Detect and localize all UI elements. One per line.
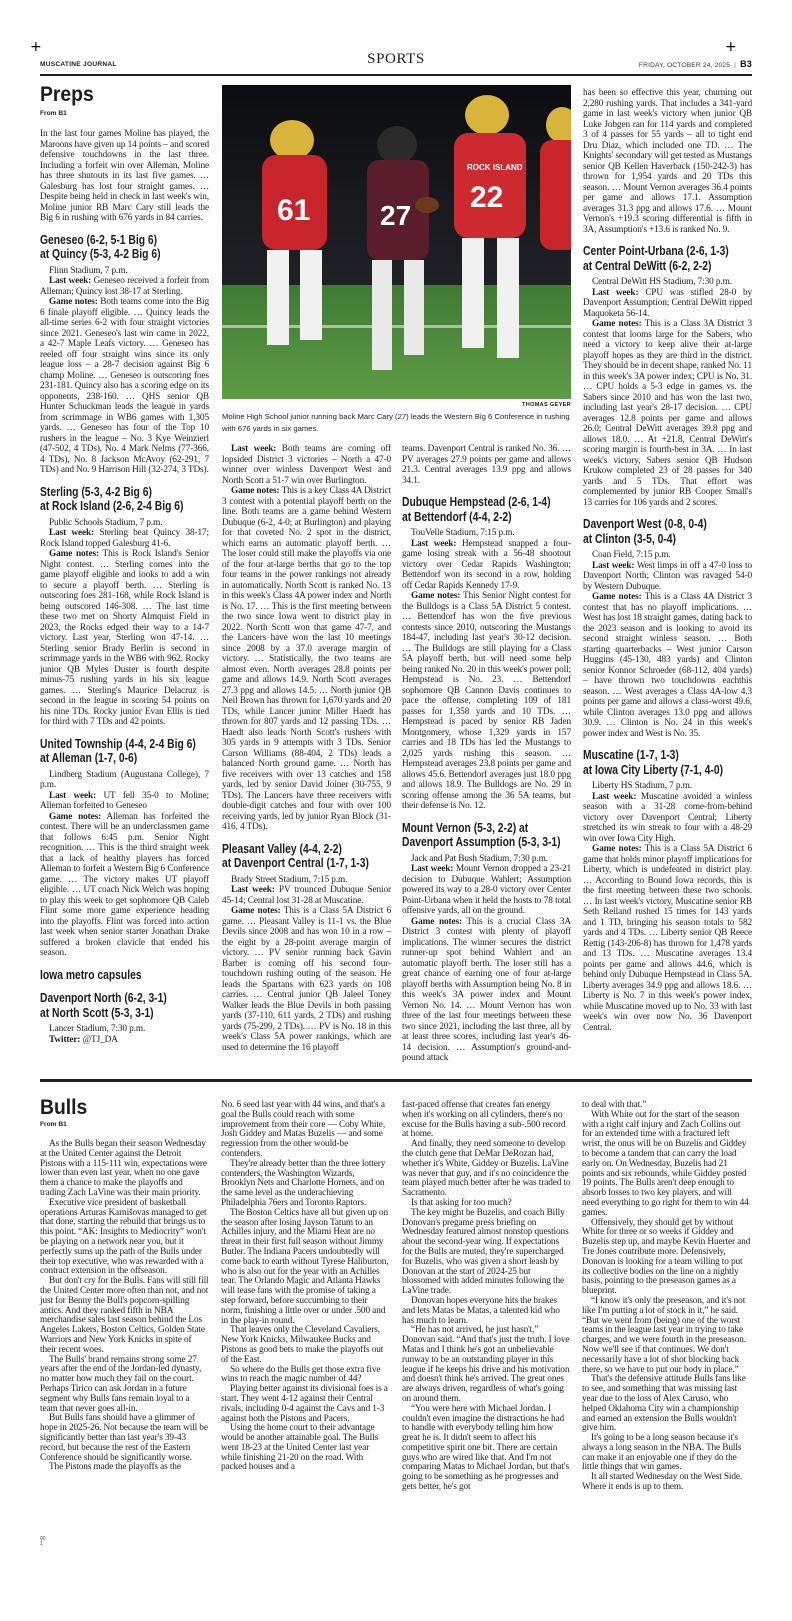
story-paragraph: They're already better than the three lottery contenders, the Washington Wizards, Brooklyn Nets and Charlotte Hornets, and on the same level as the underachieving Philadelphia 76ers and Toronto Raptors.: [221, 1158, 386, 1208]
game-heading: Mount Vernon (5-3, 2-2) at Davenport Assumption (5-3, 3-1): [402, 820, 561, 849]
note-text: Hempstead snapped a four-game losing streak with a 56-48 shootout victory over Cedar Rapids Washington; Bettendorf won its second in a row, holding off Cedar Rapids Kennedy 17-9.: [402, 538, 571, 591]
note-label: Last week:: [231, 885, 275, 895]
story-paragraph-continued: fast-paced offense that creates fan energy when it's working on all cylinders, there's no excuse for the Bulls having a sub-.500 record at home.: [402, 1100, 566, 1140]
svg-text:ROCK ISLAND: ROCK ISLAND: [467, 163, 523, 172]
game-notes: [40, 297, 209, 476]
preps-column-3: [402, 444, 571, 1064]
note-label: Last week:: [592, 791, 637, 802]
note-label: Game notes:: [231, 906, 281, 916]
last-week-note: [222, 444, 391, 486]
game-heading: Pleasant Valley (4-4, 2-2) at Davenport Central (1-7, 1-3): [222, 841, 369, 870]
note-label: Last week:: [592, 287, 639, 298]
note-text: @TJ_DA: [80, 1034, 118, 1045]
note-label: Twitter:: [49, 1034, 81, 1045]
last-week-note: [402, 539, 571, 592]
story-paragraph: The key might be Buzelis, and coach Billy Donovan's pregame press briefing on Wednesday featured almost nonstop questions about the second-year wing. If expectations for the Bulls are muted, they're supercharged for Buzelis, who was given a short leash by Donovan at the start of 2024-25 but blossomed with added minutes following the LaVine trade.: [402, 1207, 569, 1297]
note-label: Game notes:: [411, 591, 461, 601]
note-text: PV trounced Dubuque Senior 45-14; Central lost 31-28 at Muscatine.: [222, 885, 392, 906]
story-title: Preps: [40, 83, 94, 106]
story-paragraph-continued: teams. Davenport Central is ranked No. 36. … PV averages 27.9 points per game and allows 21.3. Central averages 13.9 ppg and allows 34.1.: [402, 444, 571, 486]
note-label: Last week:: [231, 444, 277, 454]
note-label: Last week:: [49, 790, 97, 801]
story-paragraph: It's going to be a long season because it's always a long season in the NBA. The Bulls can make it an enjoyable one if they do the little things that win games.: [582, 1433, 742, 1473]
story-paragraph: Is that asking for too much?: [411, 1197, 512, 1208]
note-text: Both teams are coming off lopsided District 3 victories – North a 47-0 winner over winless Davenport West and North Scott a 51-7 win over Burlington.: [222, 444, 391, 486]
story-paragraph: The Pistons made the playoffs as the: [49, 1462, 181, 1473]
note-text: This is a Class 4A District 3 contest that has no playoff implications. … West has lost 18 straight games, dating back to the 2023 season and is looking to avoid its second straight winless season. … Both starting quarterbacks – West junior Carson Huggins (45-130, 483 yards) and Clinton senior Konnor Schroeder (68-112, 404 yards) – have thrown two touchdowns eachthis season. … West averages a Class 4A-low 4.3 points per game and allows a class-worst 49.6, while Clinton averages 13.0 ppg and allows 30.9. … Clinton is No. 24 in this week's power index and West is No. 35.: [583, 592, 753, 739]
note-text: Alleman has forfeited the contest. There will be an underclassmen game that follows 6:45 p.m. Senior Night recognition. … This is the third straight week that a lack of healthy players has forced Alleman to forfeit a Western Big 6 Conference game. … The victory makes UT playoff eligible. … UT coach Nick Welch was hoping to play this week to get sophomore QB Caleb Flint some more game experience heading into the playoffs. Flint was forced into action last week when senior starter Jonathan Drake suffered a broken clavicle that ended his season.: [40, 811, 209, 958]
note-text: CPU was stifled 28-0 by Davenport Assumption; Central DeWitt ripped Maquoketa 56-14.: [583, 287, 752, 319]
svg-text:22: 22: [470, 181, 504, 214]
page-number: B3: [740, 59, 752, 69]
last-week-note: [40, 791, 209, 812]
game-notes: [402, 917, 571, 1064]
note-text: Sterling beat Quincy 38-17; Rock Island topped Galesburg 41-6.: [40, 528, 209, 549]
jump-line: From B1: [40, 110, 67, 117]
note-label: Last week:: [49, 528, 95, 538]
note-label: Game notes:: [49, 811, 102, 822]
note-label: Game notes:: [592, 319, 642, 329]
football-players-image: [222, 85, 571, 399]
story-paragraph: Donovan hopes everyone hits the brakes and lets Matas be Matas, a talented kid who has much to learn.: [402, 1295, 560, 1326]
game-notes: [583, 592, 752, 739]
game-venue: Lancer Stadium, 7:30 p.m.: [49, 1024, 146, 1034]
game-venue: Jack and Pat Bush Stadium, 7:30 p.m.: [411, 853, 548, 864]
game-notes: [40, 549, 209, 728]
photo-credit: THOMAS GEYER: [522, 402, 571, 408]
game-notes: [222, 486, 391, 833]
football-photo: [222, 85, 571, 399]
game-notes: [222, 906, 391, 1053]
section-subhead: Iowa metro capsules: [40, 967, 142, 982]
game-venue: Lindberg Stadium (Augustana College), 7 p.m.: [40, 769, 209, 790]
story-paragraph: As the Bulls began their season Wednesday at the United Center against the Detroit Pistons with a 115-111 win, expectations were lower than even last year, when no one gave them a chance to make the playoffs and trading Zach LaVine was their main priority.: [40, 1139, 207, 1198]
game-heading: Sterling (5-3, 4-2 Big 6) at Rock Island (2-6, 2-4 Big 6): [40, 484, 184, 513]
preps-column-1: [40, 129, 209, 1045]
newspaper-name: MUSCATINE JOURNAL: [40, 61, 117, 68]
section-name: SPORTS: [367, 51, 425, 67]
last-week-note: [222, 885, 391, 906]
story-paragraph: The Bulls' brand remains strong some 27 years after the end of the Jordan-led dynasty, no matter how much they fail on the court. Perhaps Tirico can ask Jordan in a future segment why Bulls fans remain loyal to a team that never goes all-in.: [40, 1354, 202, 1414]
game-venue: Coan Field, 7:15 p.m.: [592, 550, 671, 560]
story-paragraph: But Bulls fans should have a glimmer of hope in 2025-26. Not because the team will be significantly better than last year's 39-43 record, but because the rest of the Eastern Conference should be significantly worse.: [40, 1413, 208, 1463]
note-text: Muscatine avoided a winless season with a 31-28 come-from-behind victory over Davenport Central; Liberty stretched its win streak to four with a 48-29 win over Iowa City High.: [583, 791, 752, 844]
note-label: Last week:: [411, 538, 457, 549]
last-week-note: [583, 792, 752, 845]
game-heading: Davenport West (0-8, 0-4) at Clinton (3-5, 0-4): [583, 517, 707, 546]
note-text: Both teams come into the Big 6 finale playoff eligible. … Quincy leads the all-time series 6-2 with four straight victories since 2021. Geneseo's last win came in 2022, a 42-7 Maple Leafs victory. … Geneseo has reeled off four straight wins since its only league loss – a 28-7 decision against Big 6 champ Moline. … Geneseo is outscoring foes 231-181. Quincy also has a scoring edge on its opponents, 238-160. … QHS senior QB Hunter Schuckman leads the league in yards from scrimmage in WB6 games with 1,305 yards. … Geneseo has four of the Top 10 rushers in the league – No. 3 Kye Weinzierl (47-502, 4 TDs), No. 4 Mark Nelms (77-366, 4 TDs), No. 8 Jackson McAvoy (62-291, 7 TDs) and No. 9 Harrison Hill (32-274, 3 TDs).: [40, 297, 209, 475]
note-text: This is Rock Island's Senior Night contest. … Sterling comes into the game playoff eligible and looks to add a win to secure a playoff berth. … Sterling is outscoring foes 281-168, while Rock Island is being outscored 146-308. … The last time these two met on Shorty Almquist Field in 2023, the Rocks edged their way to a 14-7 victory. Last year, Sterling won 47-14. … Sterling senior Brady Berlin is second in scrimmage yards in the WB6 with 962. Rocky junior QB Myles Duster is fourth despite minus-75 rushing yards in his six league games. … Sterling's Maurice Delacruz is second in the league in scoring 54 points on his nine TDs. Rocky junior Evan Ellis is tied for third with 7 TDs and 42 points.: [40, 549, 209, 727]
bulls-column-2: [221, 1101, 390, 1473]
note-label: Game notes:: [592, 592, 642, 602]
note-label: Last week:: [592, 560, 635, 571]
note-label: Last week:: [49, 276, 92, 286]
note-label: Game notes:: [592, 844, 642, 854]
note-label: Last week:: [411, 864, 454, 874]
story-paragraph: Using the home court to their advantage would be another attainable goal. The Bulls went 18-23 at the United Center last year while finishing 21-20 on the road. With packed houses and a: [221, 1423, 379, 1473]
note-text: This is a key Class 4A District 3 contest with a potential playoff berth on the line. Both teams are a game behind Western Dubuque (6-2, 4-0; at Burlington) and playing for that coveted No. 2 spot in the district, which earns an automatic playoff berth. … The loser could still make the playoffs via one of the four at-large berths that go to the top four teams in the power rankings not already in automatically. North Scott is ranked No. 13 in this week's Class 4A power index and North is No. 17. … This is the first meeting between the two since Iowa went to district play in 2022. North Scott won that game 47-7, and the Lancers have won the last 10 meetings since 2008 by a 37.0 average margin of victory. … Statistically, the two teams are almost even. North averages 28.8 points per game and allows 14.9. North Scott averages 27.3 ppg and allows 14.5. … North junior QB Neil Brown has thrown for 1,670 yards and 20 TDs, while Lancer junior Miller Haedt has thrown for 807 yards and 12 passing TDs. … Haedt also leads North Scott's rushers with 305 yards in 9 attempts with 3 TDs. Senior Carson Williams (88-404, 2 TDs) leads a balanced North ground game. … North has five receivers with over 13 catches and 158 yards, led by senior David Joiner (30-755, 9 TDs). The Lancers have three receivers with double-digit catches and four with over 100 receiving yards, led by junior Ryan Block (31-416, 4 TDs).: [222, 486, 391, 832]
note-label: Game notes:: [411, 916, 462, 927]
section-divider: [40, 1079, 752, 1082]
story-paragraph: The Boston Celtics have all but given up on the season after losing Jayson Tatum to an Achilles injury, and the Miami Heat are no threat in their first full season without Jimmy Butler. The Indiana Pacers undoubtedly will come back to earth without Tyrese Haliburton, who is also out for the year with an Achilles tear. The Orlando Magic and Atlanta Hawks will tease fans with the promise of taking a step forward, before succumbing to their norm, finishing a little over or under .500 and in the play-in round.: [221, 1207, 389, 1326]
dateline: [639, 59, 752, 69]
svg-text:27: 27: [380, 200, 412, 231]
issue-date: FRIDAY, OCTOBER 24, 2025: [638, 62, 731, 69]
game-venue: Central DeWitt HS Stadium, 7:30 p.m.: [592, 277, 732, 287]
story-paragraph: With White out for the start of the season with a right calf injury and Zach Collins out for an extended time with a fractured left wrist, the onus will be on Buzelis and Giddey to become a tandem that can carry the load early on. On Wednesday, Buzelis had 21 points and six rebounds, while Giddey posted 19 points. The Bulls aren't deep enough to absorb losses to two key players, and will need everything to go right for them to win 44 games.: [582, 1109, 749, 1218]
story-title: Bulls: [40, 1096, 88, 1119]
note-text: Geneseo received a forfeit from Alleman; Quincy lost 38-17 at Sterling.: [40, 276, 209, 297]
last-week-note: [40, 276, 209, 297]
game-venue: Public Schools Stadium, 7 p.m.: [49, 517, 163, 528]
game-heading: Dubuque Hempstead (2-6, 1-4) at Bettendorf (4-4, 2-2): [402, 495, 551, 524]
story-paragraph: Executive vice president of basketball operations Arturas Karnišovas managed to get that done, starting the rebuild that brings us to this point. “AK: Insights to Mediocrity” won't be playing on a network near you, but it perfectly sums up the path of the Bulls under their top executive, who was rewarded with a contract extension in the offseason.: [40, 1197, 207, 1277]
note-text: UT fell 35-0 to Moline; Alleman forfeited to Geneseo: [40, 790, 209, 811]
story-paragraph-continued: to deal with that.”: [582, 1100, 647, 1110]
game-venue: Brady Street Stadium, 7:15 p.m.: [231, 874, 348, 885]
bulls-column-4: [582, 1101, 751, 1493]
note-text: West limps in off a 47-0 loss to Davenport North; Clinton was ravaged 54-0 by Western Dubuque.: [583, 560, 753, 592]
crop-mark-icon: +: [30, 39, 42, 55]
story-paragraph: But don't cry for the Bulls. Fans will still fill the United Center more often than not, and not just for Benny the Bull's popcorn-spilling antics. And they ranked fifth in NBA merchandise sales last season behind the Los Angeles Lakers, Boston Celtics, Golden State Warriors and New York Knicks in spite of their recent woes.: [40, 1276, 209, 1355]
game-heading: Geneseo (6-2, 5-1 Big 6) at Quincy (5-3, 4-2 Big 6): [40, 232, 161, 261]
story-paragraph: And finally, they need someone to develop the clutch gene that DeMar DeRozan had, whether it's White, Giddey or Buzelis. LaVine was never that guy, and it's no coincidence the team played much better after he was traded to Sacramento.: [402, 1139, 571, 1199]
story-paragraph: That leaves only the Cleveland Cavaliers, New York Knicks, Milwaukee Bucks and Pistons as good bets to make the playoffs out of the East.: [221, 1325, 384, 1365]
story-paragraph: “I know it's only the preseason, and it's not like I'm putting a lot of stock in it,” he said. “But we went from (being) one of the worst teams in the league last year in trying to take charges, and we were fourth in the preseason. Now we'll see if that continues. We don't necessarily have a lot of shot blocking back there, so we have to put our body in place.”: [582, 1295, 747, 1375]
game-notes: [40, 812, 209, 959]
note-text: This is a Class 3A District 3 contest that looms large for the Sabers, who need a victory to keep alive their at-large playoff hopes as they are third in the district. They should be in decent shape, ranked No. 11 in this week's 3A power index; CPU is No. 31. … CPU holds a 5-3 edge in games vs. the Sabers since 2010 and has won the last two, including last year's 28-17 decision. … CPU averages 12.8 points per game and allows 26.0; Central DeWitt averages 39.8 ppg and allows 18.0. … At +21.8, Central DeWitt's scoring margin is fourth-best in 3A. … In last week's victory, Sabers senior QB Hudson Krukow completed 23 of 28 passes for 340 yards and 5 TDs. That effort was complemented by junior RB Cooper Small's 13 carries for 106 yards and 2 scores.: [583, 319, 753, 508]
folio-code: 00 1: [40, 1536, 46, 1547]
story-paragraph: Playing better against its divisional foes is a start. They went 4-12 against their Central rivals, including 0-4 against the Cavs and 1-3 against both the Pistons and Pacers.: [221, 1384, 388, 1424]
story-paragraph: It all started Wednesday on the West Side. Where it ends is up to them.: [582, 1472, 743, 1493]
game-heading: Davenport North (6-2, 3-1) at North Scott (5-3, 3-1): [40, 991, 167, 1020]
separator: |: [734, 62, 737, 69]
crop-mark-icon: +: [725, 39, 737, 55]
bulls-column-1: [40, 1140, 209, 1473]
game-venue: TouVelle Stadium, 7:15 p.m.: [411, 528, 515, 538]
jump-line: From B1: [40, 1121, 67, 1128]
note-label: Game notes:: [49, 297, 98, 307]
game-heading: Center Point-Urbana (2-6, 1-3) at Central DeWitt (6-2, 2-2): [583, 244, 729, 273]
note-label: Game notes:: [49, 549, 99, 559]
game-notes: [583, 319, 752, 508]
photo-caption: Moline High School junior running back Marc Cary (27) leads the Western Big 6 Conference in rushing with 676 yards in six games.: [222, 412, 570, 433]
preps-column-4: [583, 88, 752, 1033]
preps-column-2: [222, 444, 391, 1053]
story-paragraph-continued: In the last four games Moline has played, the Maroons have given up 14 points – and scored defensive touchdowns in the last three. Including a forfeit win over Alleman, Moline has three shutouts in its last five games. … Galesburg has lost four straight games. … Despite being held in check in last week's win, Moline junior RB Marc Cary still leads the Big 6 in rushing with 676 yards in 84 carries.: [40, 129, 209, 223]
last-week-note: [583, 561, 752, 593]
game-notes: [402, 591, 571, 812]
note-text: This Senior Night contest for the Bulldogs is a Class 5A District 5 contest. … Bettendorf has won the five previous contests since 2010, outscoring the Mustangs 184-47, including last year's 30-12 decision. … The Bulldogs are still playing for a Class 5A playoff berth, but will need some help being ranked No. 20 in this week's power poll; Hempstead is No. 23. … Bettendorf sophomore QB Cannon Davis continues to pace the offense, completing 109 of 181 passes for 1,358 yards and 10 TDs. … Hempstead is paced by senior RB Jaden Montgomery, whose 1,329 yards in 157 carries and 18 TDs has led the Mustangs to 2,025 yards rushing this season. … Hempstead averages 23.8 points per game and allows 45.6. Bettendorf averages just 18.0 ppg and allows 18.9. The Bulldogs are No. 29 in scoring offense among the 36 5A teams, but their defense is No. 12.: [402, 591, 571, 811]
game-venue: Liberty HS Stadium, 7 p.m.: [592, 781, 692, 791]
game-heading: United Township (4-4, 2-4 Big 6) at Alleman (1-7, 0-6): [40, 736, 196, 765]
header-rule: [40, 74, 752, 76]
game-venue: Flinn Stadium, 7 p.m.: [49, 265, 128, 276]
note-label: Game notes:: [231, 486, 280, 496]
bulls-column-3: [402, 1101, 571, 1493]
story-paragraph: So where do the Bulls get those extra five wins to reach the magic number of 44?: [221, 1364, 381, 1385]
last-week-note: [402, 864, 571, 917]
svg-text:61: 61: [277, 194, 311, 227]
last-week-note: [40, 528, 209, 549]
story-paragraph-continued: No. 6 seed last year with 44 wins, and that's a goal the Bulls could reach with some improvement from their core — Coby White, Josh Giddey and Matas Buzelis — and some regression from the other would-be contenders.: [221, 1100, 386, 1159]
story-paragraph: “You were here with Michael Jordan. I couldn't even imagine the distractions he had to handle with everybody telling him how great he is. It didn't seem to affect his competitive spirit one bit. There are certain guys who are wired like that. And I'm not comparing Matas to Michael Jordan, but that's going to be something as he progresses and gets better, he's got: [402, 1403, 569, 1493]
last-week-note: [583, 288, 752, 320]
note-text: This is a Class 5A District 6 game that holds minor playoff implications for Liberty, which is undefeated in district play. … According to Bound Iowa records, this is the first meeting between these two schools. … In last week's victory, Muscatine senior RB Seth Reiland rushed 15 times for 143 yards and 1 TD, bringing his season totals to 582 yards and 4 TDs. … Liberty senior QB Reece Rettig (143-206-8) has thrown for 1,478 yards and 13 TDs. … Muscatine averages 13.4 points per game and allows 44.6, which is behind only Dubuque Hempstead in Class 5A. Liberty averages 34.9 ppg and allows 18.6. … Liberty is No. 7 in this week's power index, while Muscatine moved up to No. 33 with last week's win over now No. 36 Davenport Central.: [583, 844, 753, 1033]
story-paragraph-continued: has been so effective this year, churning out 2,280 rushing yards. That includes a 341-yard game in last week's victory when junior QB Luke Jobgen ran for 114 yards and completed 3 of 4 passes for 55 yards – all to tight end Dru Diaz, which included one TD. … The Knights' secondary will get tested as Mustangs senior QB Kellen Haverback (150-242-3) has thrown for 1,954 yards and 20 TDs this season. … Mount Vernon averages 36.4 points per game and allows 17.1. Assumption averages 31.3 ppg and allows 17.6. … Mount Vernon's +19.3 scoring differential is fifth in 3A, Assumption's +13.6 is ranked No. 9.: [583, 88, 752, 235]
story-paragraph: That's the defensive attitude Bulls fans like to see, and something that was missing last year due to the loss of Alex Caruso, who helped Oklahoma City win a championship and earned an extension the Bulls wouldn't give him.: [582, 1374, 746, 1434]
story-paragraph: “He has not arrived, he just hasn't,” Donovan said. “And that's just the truth. I love Matas and I think he's got an unbelievable runway to be an outstanding player in this league if he keeps his drive and his motivation and doesn't think he's arrived. The great ones are always driven, regardless of what's going on around them.: [402, 1325, 570, 1404]
story-paragraph: Offensively, they should get by without White for three or so weeks if Giddey and Buzelis step up, and maybe Kevin Huerter and Tre Jones contribute more. Defensively, Donovan is looking for a team willing to put its collective bodies on the line on a nightly basis, pointing to the preseason games as a blueprint.: [582, 1217, 751, 1297]
game-heading: Muscatine (1-7, 1-3) at Iowa City Liberty (7-1, 4-0): [583, 748, 724, 777]
note-text: This is a crucial Class 3A District 3 contest with plenty of playoff implications. The winner secures the district runner-up spot behind Wahlert and an automatic playoff berth. The loser still has a great chance of earning one of four at-large playoff berths with Assumption being No. 8 in this week's 3A power index and Mount Vernon No. 14. … Mount Vernon has won three of the last four meetings between these two since 2021, including the last three, all by at least three scores, including last year's 46-14 decision. … Assumption's ground-and-pound attack: [402, 916, 571, 1063]
twitter-credit: [40, 1035, 209, 1046]
note-text: Mount Vernon dropped a 23-21 decision to Dubuque Wahlert; Assumption powered its way to a 28-0 victory over Center Point-Urbana when it held the hosts to 78 total offensive yards, all on the ground.: [402, 864, 572, 916]
game-notes: [583, 844, 752, 1033]
note-text: This is a Class 5A District 6 game. … Pleasant Valley is 11-1 vs. the Blue Devils since 2008 and has won 10 in a row – the eight by a 28-point average margin of victory. … PV senior running back Gavin Barber is coming off his second four-touchdown rushing outing of the season. He leads the Spartans with 623 yards on 108 carries. … Central junior QB Jaleel Toney Walker leads the Blue Devils in both passing yards (37-110, 611 yards, 2 TDs) and rushing yards (75-299, 2 TDs). … PV is No. 18 in this week's Class 5A power rankings, which are used to determine the 16 playoff: [222, 906, 392, 1053]
